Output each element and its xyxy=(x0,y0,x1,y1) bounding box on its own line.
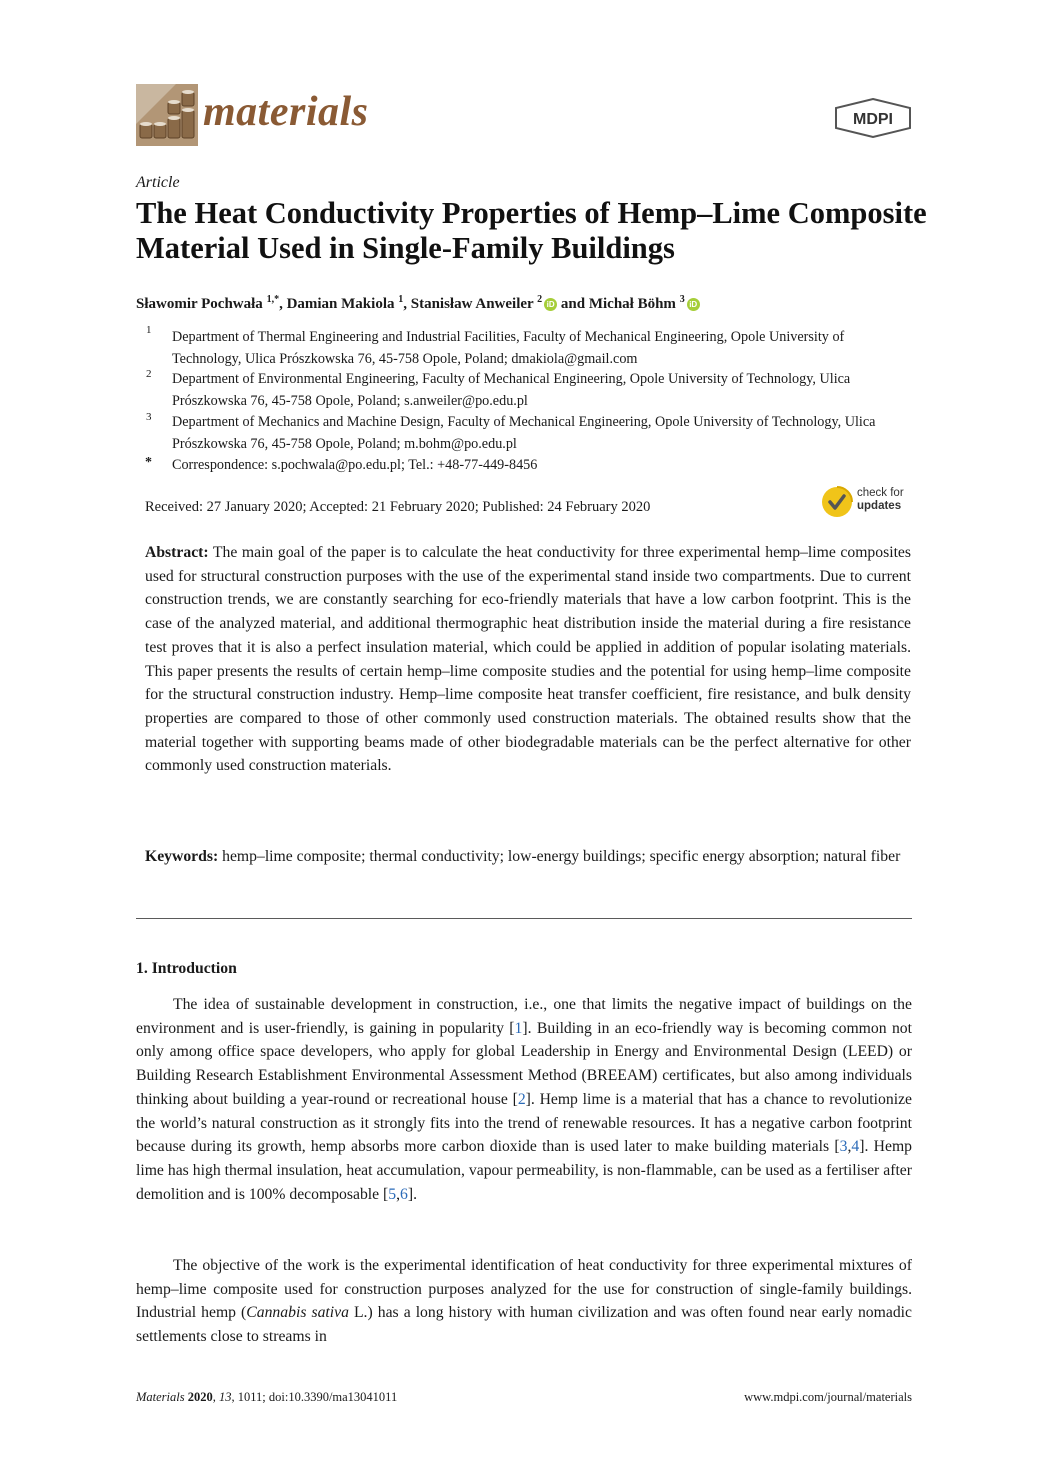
species-name: Cannabis sativa xyxy=(246,1304,349,1322)
author-separator: and xyxy=(557,296,589,312)
body-paragraph xyxy=(136,993,912,1206)
check-updates-line2: updates xyxy=(857,500,902,512)
footer-citation: Materials 2020, 13, 1011; doi:10.3390/ma13041011 xyxy=(136,1390,398,1404)
affiliation-text: Department of Mechanics and Machine Design, Faculty of Mechanical Engineering, Opole University of Technology, Ulica Prószkowska 76, 45-758 Opole, Poland; m.bohm@po.edu.pl xyxy=(172,414,876,452)
author-affiliation-mark: 2 xyxy=(537,294,543,305)
footer-volume: 13 xyxy=(218,1390,232,1404)
affiliation-text: Department of Environmental Engineering, Faculty of Mechanical Engineering, Opole University of Technology, Ulica Prószkowska 76, 45-758 Opole, Poland; s.anweiler@po.edu.pl xyxy=(172,371,851,409)
author-name: Stanisław Anweiler xyxy=(410,296,534,312)
check-updates-line1: check for xyxy=(857,487,904,499)
orcid-icon[interactable]: iD xyxy=(544,298,557,311)
affiliation-text: Department of Thermal Engineering and Industrial Facilities, Faculty of Mechanical Engineering, Opole University of Technology, Ulica Prószkowska 76, 45-758 Opole, Poland; dmakiola@gmail.com xyxy=(172,329,845,367)
citation-link[interactable]: 1 xyxy=(514,1019,523,1037)
affiliation-mark: 1 xyxy=(146,324,152,336)
abstract-label: Abstract: xyxy=(145,544,209,561)
keywords-label: Keywords: xyxy=(145,848,219,865)
citation-link[interactable]: 2 xyxy=(517,1090,526,1108)
body-text: , xyxy=(847,1138,852,1156)
affiliation-mark: 3 xyxy=(146,411,152,423)
author-separator: , xyxy=(279,296,287,312)
citation-link[interactable]: 4 xyxy=(851,1138,860,1156)
body-text: ]. Hemp lime is a material that has a chance to revolutionize the world’s natural construction as it strongly fits into the trend of renewable resources. It has a negative carbon footprint because during its growth, hemp absorbs more carbon dioxide than is used later to make building materials [ xyxy=(136,1090,912,1156)
publisher-name: MDPI xyxy=(853,111,893,128)
body-text: L.) has a long history with human civilization and was often found near early nomadic settlements close to streams in xyxy=(136,1304,912,1346)
body-text: ]. Hemp lime has high thermal insulation, heat accumulation, vapour permeability, is non-flammable, can be used as a fertiliser after demolition and is 100% decomposable [ xyxy=(136,1138,913,1203)
publisher-logo xyxy=(834,98,912,138)
affiliation-mark: 2 xyxy=(146,368,152,380)
body-paragraph xyxy=(136,1254,912,1349)
footer-year: 2020 xyxy=(187,1390,213,1404)
article-type: Article xyxy=(136,174,180,191)
article-title: The Heat Conductivity Properties of Hemp–Lime Composite Material Used in Single-Family Buildings xyxy=(136,196,927,265)
publication-dates: Received: 27 January 2020; Accepted: 21 February 2020; Published: 24 February 2020 xyxy=(145,499,651,515)
body-text: The idea of sustainable development in construction, i.e., one that limits the negative impact of buildings on the environment and is user-friendly, is gaining in popularity [ xyxy=(136,996,912,1037)
footer-doi: , 1011; doi:10.3390/ma13041011 xyxy=(231,1390,398,1404)
footer-url[interactable]: www.mdpi.com/journal/materials xyxy=(744,1390,912,1404)
journal-logo-icon xyxy=(136,84,198,146)
correspondence-mark: * xyxy=(145,455,152,470)
abstract-text: The main goal of the paper is to calculate the heat conductivity for three experimental hemp–lime composites used for structural construction purposes with the use of the experimental stand inside two compartments. Due to current construction trends, we are constantly searching for eco-friendly materials that have a low carbon footprint. This is the case of the analyzed material, and additional thermographic heat distribution inside the material during a fire resistance test proves that it is also a perfect insulation material, which could be applied in addition of popular isolating materials. This paper presents the results of certain hemp–lime composite studies and the potential for using hemp–lime composite for the structural construction industry. Hemp–lime composite heat transfer coefficient, fire resistance, and bulk density properties are compared to those of other commonly used construction materials. The obtained results show that the material together with supporting beams made of other biodegradable materials can be the perfect alternative for other commonly used construction materials. xyxy=(145,544,911,775)
body-text: , xyxy=(396,1185,401,1203)
body-text: ]. xyxy=(407,1185,418,1203)
correspondence-text: Correspondence: s.pochwala@po.edu.pl; Tel.: +48-77-449-8456 xyxy=(172,457,538,473)
orcid-icon[interactable]: iD xyxy=(687,298,700,311)
author-affiliation-mark: 3 xyxy=(679,294,685,305)
abstract xyxy=(145,541,911,778)
section-divider xyxy=(136,918,912,919)
author-name: Sławomir Pochwała xyxy=(136,296,263,312)
citation-link[interactable]: 6 xyxy=(400,1185,408,1203)
author-name: Michał Böhm xyxy=(588,296,676,312)
author-affiliation-mark: 1,* xyxy=(266,294,280,305)
keywords-text: hemp–lime composite; thermal conductivity; low-energy buildings; specific energy absorption; natural fiber xyxy=(222,848,901,865)
check-for-updates-badge[interactable] xyxy=(821,486,913,518)
keywords xyxy=(145,845,911,869)
journal-name: materials xyxy=(203,89,369,135)
body-text: ]. Building in an eco-friendly way is becoming common not only among office space developers, who apply for global Leadership in Energy and Environmental Design (LEED) or Building Research Establishment Environmental Assessment Method (BREEAM) certificates, but also among individuals thinking about building a year-round or recreational house [ xyxy=(136,1019,912,1108)
check-updates-icon xyxy=(821,486,853,518)
author-separator: , xyxy=(403,296,411,312)
author-name: Damian Makiola xyxy=(286,296,395,312)
author-affiliation-mark: 1 xyxy=(398,294,404,305)
footer-journal: Materials xyxy=(136,1390,185,1404)
section-heading: 1. Introduction xyxy=(136,960,237,977)
author-list xyxy=(136,294,926,313)
citation-link[interactable]: 3 xyxy=(839,1138,848,1156)
citation-link[interactable]: 5 xyxy=(388,1185,397,1203)
body-text: The objective of the work is the experimental identification of heat conductivity for three experimental mixtures of hemp–lime composite used for construction purposes analyzed for the use for construction of single-family buildings. Industrial hemp ( xyxy=(136,1257,912,1322)
